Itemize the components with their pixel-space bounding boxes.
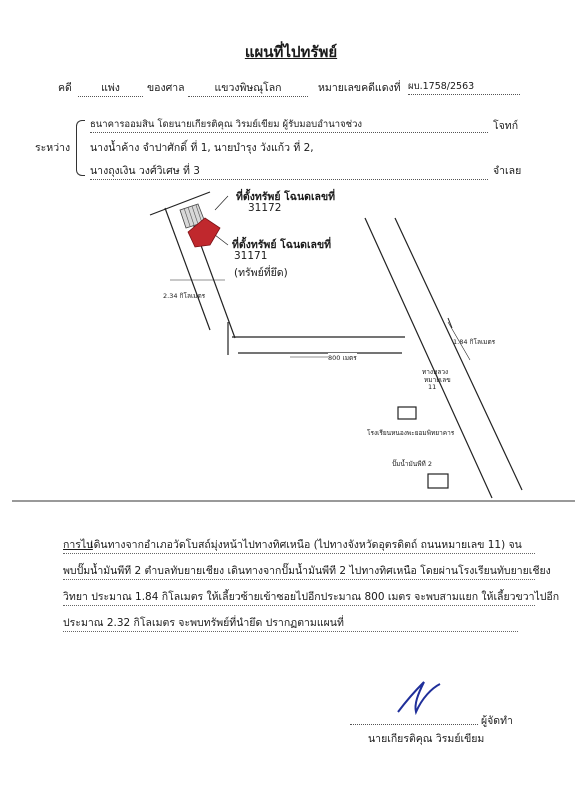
signature-name: นายเกียรติคุณ วิรมย์เขียม: [368, 733, 485, 745]
station-label: ปั๊มน้ำมันพีที 2: [392, 460, 433, 468]
court-label: ของศาล: [147, 82, 185, 94]
highway-label-1: ทางหลวง: [422, 368, 449, 376]
case-number-value: ผบ.1758/2563: [408, 79, 520, 95]
directions-line-1: เดินทางจากอำเภอวัดโบสถ์มุ่งหน้าไปทางทิศเหนือ (ไปทางจังหวัดอุตรดิตถ์ ถนนหมายเลข 11) จน: [90, 539, 522, 551]
between-label: ระหว่าง: [35, 142, 71, 154]
case-type-value: แพ่ง: [78, 79, 143, 97]
defendant-line-2: นางถุงเงิน วงศ์วิเศษ ที่ 3: [90, 162, 488, 180]
directions-line-4: ประมาณ 2.32 กิโลเมตร จะพบทรัพย์ที่นำยึด ปรากฏตามแผนที่: [63, 617, 344, 629]
plaintiff-name: ธนาคารออมสิน โดยนายเกียรติคุณ วิรมย์เขียม ผู้รับมอบอำนาจช่วง: [90, 117, 488, 133]
distance-left: 2.34 กิโลเมตร: [163, 292, 206, 300]
distance-right: 1.84 กิโลเมตร: [453, 338, 496, 346]
distance-middle: 800 เมตร: [328, 354, 357, 362]
defendant-line-1: นางน้ำค้าง จำปาศักดิ์ ที่ 1, นายบำรุง วังแก้ว ที่ 2,: [90, 142, 314, 154]
court-value: แขวงพิษณุโลก: [188, 79, 308, 97]
directions-line-2: พบปั๊มน้ำมันพีที 2 ตำบลทับยายเชียง เดินทางจากปั๊มน้ำมันพีที 2 ไปทางทิศเหนือ โดยผ่านโรงเรียนทับยายเชียง: [63, 565, 551, 577]
directions-heading: การไป: [63, 539, 93, 551]
directions-line-3: วิทยา ประมาณ 1.84 กิโลเมตร ให้เลี้ยวซ้ายเข้าซอยไปอีกประมาณ 800 เมตร จะพบสามแยก ให้เลี้ยวขวาไปอีก: [63, 591, 560, 603]
deed-31171-label: ที่ตั้งทรัพย์ โฉนดเลขที่: [232, 239, 332, 251]
highway-label-2: หมายเลข: [424, 376, 451, 384]
school-label: โรงเรียนหนองพะยอมพิทยาคาร: [367, 429, 455, 437]
case-number-label: หมายเลขคดีแดงที่: [318, 82, 401, 94]
plaintiff-role: โจทก์: [493, 120, 519, 132]
case-label: คดี: [58, 82, 72, 94]
deed-31172-number: 31172: [248, 202, 282, 214]
deed-31171-number: 31171: [234, 250, 268, 262]
deed-31172-label: ที่ตั้งทรัพย์ โฉนดเลขที่: [236, 191, 336, 203]
highway-label-3: 11: [428, 383, 437, 391]
deed-31171-note: (ทรัพย์ที่ยึด): [234, 267, 288, 279]
page-title: แผนที่ไปทรัพย์: [244, 43, 338, 61]
signature-role: ผู้จัดทำ: [481, 715, 513, 727]
defendant-role: จำเลย: [493, 165, 522, 177]
